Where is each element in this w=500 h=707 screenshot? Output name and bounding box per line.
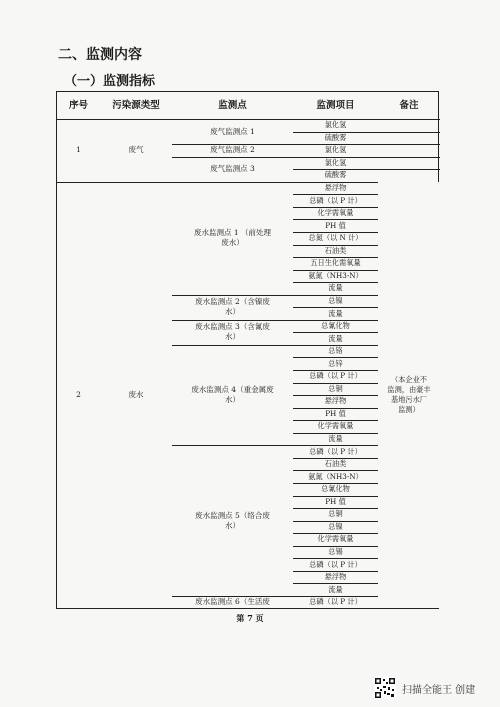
monitoring-item: 悬浮物 [324,396,347,406]
monitoring-item: 流量 [328,333,343,343]
monitoring-item: 悬浮物 [324,183,347,193]
point-row-rule [172,295,293,296]
monitoring-item: 总氰化物 [321,321,350,331]
monitoring-item: 流量 [328,308,343,318]
source-type: 废水 [128,389,144,399]
monitoring-point: 废气监测点 3 [210,164,255,174]
monitoring-item: 总磷（以 P 计） [309,371,362,381]
point-row-rule [172,144,293,145]
monitoring-item: 总磷（以 P 计） [309,446,362,456]
monitoring-point: 废气监测点 2 [210,145,255,155]
point-row-rule [172,157,293,158]
monitoring-item: 总镍 [328,521,343,531]
monitoring-item: 石油类 [324,459,347,469]
item-row-rule [293,157,440,158]
group-index: 2 [76,389,81,399]
group-rule [57,182,172,183]
monitoring-item: 总镍 [328,295,343,305]
monitoring-point: 废水监测点 3（含氰废 水） [195,322,270,342]
monitoring-item: 总磷（以 P 计） [309,195,362,205]
monitoring-item: 流量 [328,584,343,594]
monitoring-item: 氨氮（NH3-N） [308,471,363,481]
group-index: 1 [76,145,81,155]
item-row-rule [293,169,440,170]
monitoring-item: 氯化氢 [324,157,347,167]
monitoring-item: 悬浮物 [324,572,347,582]
qr-code-icon [374,677,396,699]
point-row-rule [172,182,293,183]
monitoring-item: 化学需氧量 [317,421,354,431]
monitoring-item: 总铜 [328,509,343,519]
point-row-rule [172,320,293,321]
header-remark: 备注 [399,99,419,111]
monitoring-item: 五日生化需氧量 [310,258,361,268]
page-number: 第 7 页 [236,613,264,623]
monitoring-item: 总锌 [328,358,343,368]
item-row-rule [293,132,440,133]
monitoring-item: 总铬 [328,346,343,356]
monitoring-item: 总锡 [328,546,343,556]
monitoring-item: 流量 [328,283,343,293]
monitoring-item: 氯化氢 [324,120,347,130]
monitoring-point: 废水监测点 6（生活废 [195,596,270,606]
monitoring-item: 石油类 [324,245,347,255]
remark-note: （本企业不 监测，由豪丰 基地污水厂 监测） [378,182,440,608]
subsection-title: （一）监测指标 [64,74,156,89]
monitoring-point: 废气监测点 1 [210,126,255,136]
monitoring-item: 氯化氢 [324,145,347,155]
monitoring-item: 硫酸雾 [324,170,347,180]
monitoring-item: 流量 [328,434,343,444]
header-monitoring-point: 监测点 [218,99,247,111]
monitoring-item: 总氰化物 [321,484,350,494]
scanner-watermark: 扫描全能王 创建 [402,685,476,696]
point-row-rule [172,445,293,446]
monitoring-item: PH 值 [325,408,346,418]
header-index: 序号 [68,99,88,111]
monitoring-table [56,91,439,609]
monitoring-point: 废水监测点 4（重金属废 水） [191,385,274,405]
monitoring-point: 废水监测点 5（络合废 水） [195,510,270,530]
monitoring-item: 总磷（以 P 计） [309,559,362,569]
section-title: 二、监测内容 [58,47,142,63]
monitoring-item: 化学需氧量 [317,534,354,544]
monitoring-item: PH 值 [325,220,346,230]
monitoring-item: 总铜 [328,383,343,393]
monitoring-item: 硫酸雾 [324,132,347,142]
monitoring-point: 废水监测点 2（含镍废 水） [195,297,270,317]
monitoring-point: 废水监测点 1 （前处理 废水） [193,228,272,248]
header-monitoring-item: 监测项目 [316,99,355,111]
point-row-rule [172,596,293,597]
monitoring-item: PH 值 [325,496,346,506]
source-type: 废气 [128,145,144,155]
header-source-type: 污染源类型 [112,99,160,111]
point-row-rule [172,345,293,346]
item-row-rule [293,144,440,145]
monitoring-item: 总氮（以 N 计） [308,233,363,243]
monitoring-item: 氨氮（NH3-N） [308,270,363,280]
monitoring-item: 化学需氧量 [317,208,354,218]
monitoring-item: 总磷（以 P 计） [309,597,362,607]
